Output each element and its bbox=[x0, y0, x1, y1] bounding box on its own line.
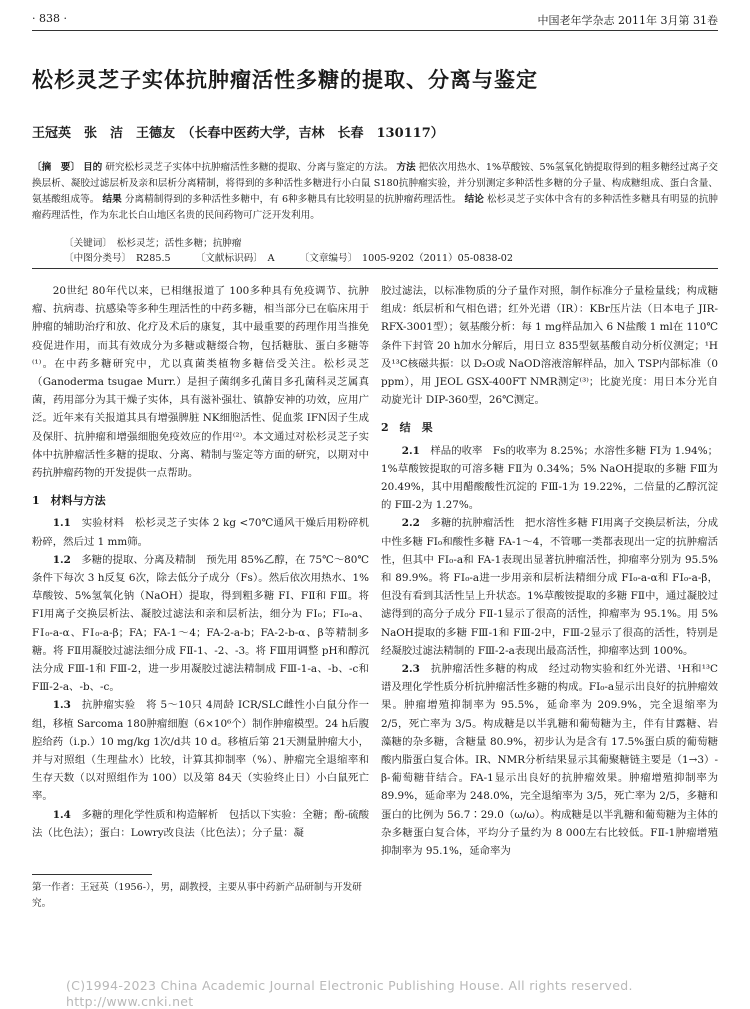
objective-text: 研究松杉灵芝子实体中抗肿瘤活性多糖的提取、分离与鉴定的方法。 bbox=[105, 162, 394, 173]
results-label: 结果 bbox=[102, 194, 122, 205]
author-line: 王冠英 张 洁 王德友 （长春中医药大学，吉林 长春 130117） bbox=[32, 126, 444, 141]
section-separator bbox=[32, 268, 718, 269]
clc-number: 〔中图分类号〕 R285.5 bbox=[64, 253, 171, 264]
paragraph-text: 多糖的抗肿瘤活性 把水溶性多糖 FⅠ用离子交换层析法，分成中性多糖 FⅠ₀和酸性多糖 FA-1～4，不管哪一类都表现出一定的抗肿瘤活性，但其中 FⅠ₀-a和 FA-1表现出显著抗肿瘤活性，抑瘤率分别为 95.5%和 89.9%。将 FⅠ₀-a进一步用亲和层析法精细分成 FⅠ₀-a-α和 FⅠ₀-a-β，但没有看到其活性呈上升状态。1%草酸铵提取的多糖 FⅡ中，通过凝胶过滤得到的高分子成分 FⅡ-1显示了很高的活性，抑瘤率为 95.1%。用 5% NaOH提取的多糖 FⅢ-1和 FⅢ-2中，FⅢ-2显示了很高的活性，特别是经凝胶过滤法精制的 FⅢ-2-a表现出最高活性，抑瘤率达到 100%。 bbox=[381, 517, 718, 657]
footnote-rule bbox=[32, 874, 152, 875]
conclusion-label: 结论 bbox=[464, 194, 484, 205]
paragraph-text: 多糖的提取、分离及精制 预先用 85%乙醇，在 75℃～80℃条件下每次 3 h反复 6次，除去低分子成分（Fs）。然后依次用热水、1%草酸铵、5%氢氧化钠（NaOH）提取，得到粗多糖 FⅠ、FⅡ和 FⅢ。将 FⅠ用离子交换层析法、凝胶过滤法和亲和层析法，细分为 FⅠ₀；FⅠ₀-a、FⅠ₀-a-α、FⅠ₀-a-β；FA；FA-1～4；FA-2-a-b；FA-2-b-α、β等精制多糖。将 FⅡ用凝胶过滤法细分成 FⅡ-1、-2、-3。将 FⅢ用调整 pH和醇沉法分成 FⅢ-1和 FⅢ-2，进一步用凝胶过滤法精制成 FⅢ-1-a、-b、-c和 FⅢ-2-a、-b、-c。 bbox=[32, 553, 370, 694]
left-column bbox=[32, 282, 369, 842]
classification-line bbox=[64, 250, 535, 264]
subsection-number: 1.1 bbox=[52, 517, 82, 530]
header-rule bbox=[32, 30, 718, 31]
document-code: 〔文献标识码〕 A bbox=[195, 253, 275, 264]
subsection-number: 2.1 bbox=[401, 444, 431, 457]
paragraph-text: 实验材料 松杉灵芝子实体 2 kg <70℃通风干燥后用粉碎机粉碎，然后过 1 mm筛。 bbox=[32, 517, 369, 548]
subsection-number: 2.3 bbox=[401, 663, 431, 676]
methods-label: 方法 bbox=[396, 162, 416, 173]
abstract bbox=[32, 160, 718, 224]
section-heading: 1 材料与方法 bbox=[32, 494, 106, 508]
conclusion-text: 松杉灵芝子实体中含有的多种活性多糖具有明显的抗肿瘤药理活性，作为东北长白山地区名贵的民间药物可广泛开发利用。 bbox=[32, 194, 719, 221]
right-column bbox=[381, 282, 718, 860]
body-paragraph: 胶过滤法，以标准物质的分子量作对照，制作标准分子量检量线；构成糖组成：纸层析和气相色谱；红外光谱（IR）：KBr压片法（日本电子 JIR-RFX-3001型）；氨基酸分析：每 1 mg样品加入 6 N盐酸 1 ml在 110℃条件下封管 20 h加水分解后，用日立 835型氨基酸自动分析仪测定；¹H及¹³C核磁共振：以 D₂O或 NaOD溶液溶解样品，加入 TSP内部标准（0 ppm），用 JEOL GSX-400FT NMR测定⁽³⁾；比旋光度：用日本分光自动旋光计 DIP-360型，26℃测定。 bbox=[381, 285, 718, 407]
subsection-number: 1.2 bbox=[52, 553, 82, 566]
copyright-watermark: (C)1994-2023 China Academic Journal Electronic Publishing House. All rights reserved. http://www.cnki.net bbox=[66, 978, 650, 1009]
journal-header: 中国老年学杂志 2011年 3月第 31卷 bbox=[537, 14, 718, 27]
paragraph-text: 多糖的理化学性质和构造解析 包括以下实验：全糖；酚-硫酸法（比色法）；蛋白：Lowry改良法（比色法）；分子量：凝 bbox=[32, 808, 370, 839]
subsection-number: 2.2 bbox=[401, 517, 431, 530]
body-paragraph bbox=[32, 696, 369, 805]
body-paragraph: 20世纪 80年代以来，已相继报道了 100多种具有免疫调节、抗肿瘤、抗病毒、抗感染等多种生理活性的中药多糖，相当部分已在临床用于肿瘤的辅助治疗和放、化疗及术后的康复，其中最重要的药理作用当推免疫促进作用，而其有效成分为多糖或糖缀合物，包括糖肽、蛋白多糖等⁽¹⁾。在中药多糖研究中，尤以真菌类植物多糖倍受关注。松杉灵芝（Ganoderma tsugae Murr.）是担子菌纲多孔菌目多孔菌科灵芝属真菌，药用部分为其干燥子实体，具有滋补强壮、镇静安神的功效，应用广泛。近年来有关报道其具有增强脾脏 NK细胞活性、促血浆 IFN因子生成及保肝、抗肿瘤和增强细胞免疫效应的作用⁽²⁾。本文通过对松杉灵芝子实体中抗肿瘤活性多糖的提取、分离、精制与鉴定等方面的研究，以期对中药抗肿瘤药物的开发提供一点帮助。 bbox=[32, 285, 369, 480]
body-paragraph bbox=[381, 514, 718, 660]
results-text: 分离精制得到的多种活性多糖中，有 6种多糖具有比较明显的抗肿瘤药理活性。 bbox=[124, 194, 462, 205]
methods-text: 把依次用热水、1%草酸铵、5%氢氧化钠提取得到的粗多糖经过离子交换层析、凝胶过滤层析及亲和层析分离精制，将得到的多种活性多糖进行小白鼠 S180抗肿瘤实验，并分别测定多种活性多糖的分子量、构成糖组成、蛋白含量、氨基酸组成等。 bbox=[32, 162, 718, 205]
article-number: 〔文章编号〕 1005-9202（2011）05-0838-02 bbox=[299, 253, 514, 264]
subsection-number: 1.3 bbox=[52, 699, 82, 712]
abstract-label: 〔摘 要〕 bbox=[32, 162, 81, 173]
subsection-number: 1.4 bbox=[52, 808, 82, 821]
objective-label: 目的 bbox=[83, 162, 103, 173]
body-paragraph bbox=[32, 551, 369, 697]
section-heading: 2 结 果 bbox=[381, 421, 433, 435]
body-paragraph bbox=[381, 660, 718, 860]
page-number: · 838 · bbox=[32, 12, 67, 25]
paragraph-text: 抗肿瘤实验 将 5～10只 4周龄 ICR/SLC雌性小白鼠分作一组，移植 Sarcoma 180肿瘤细胞（6×10⁶个）制作肿瘤模型。24 h后腹腔给药（i.p.）10 mg/kg 1次/d共 10 d。移植后第 21天测量肿瘤大小，并与对照组（生理盐水）比较，计算其抑制率（%）、肿瘤完全退缩率和生存天数（以对照组作为 100）以及第 84天（实验终止日）小白鼠死亡率。 bbox=[32, 699, 369, 803]
paragraph-text: 抗肿瘤活性多糖的构成 经过动物实验和红外光谱、¹H和¹³C谱及理化学性质分析抗肿瘤活性多糖的构成。FⅠ₀-a显示出良好的抗肿瘤效果。肿瘤增殖抑制率为 95.5%，延命率为 209.9%，完全退缩率为 2/5，死亡率为 3/5。构成糖是以半乳糖和葡萄糖为主，伴有甘露糖、岩藻糖的杂多糖，含糖量 80.9%，初步认为是含有 17.5%蛋白质的葡萄糖酸内脂蛋白复合体。IR、NMR分析结果显示其葡聚糖链主要是（1→3）-β-葡萄糖苷结合。FA-1显示出良好的抗肿瘤效果。肿瘤增殖抑制率为 89.9%，延命率为 248.0%，完全退缩率为 3/5，死亡率为 2/5，多糖和蛋白的比例为 56.7∶29.0（ω/ω）。构成糖是以半乳糖和葡萄糖为主体的杂多糖蛋白复合体，平均分子量约为 8 000左右比较低。FⅡ-1肿瘤增殖抑制率为 95.1%，延命率为 bbox=[381, 663, 718, 858]
keywords: 〔关键词〕 松杉灵芝；活性多糖；抗肿瘤 bbox=[64, 238, 242, 249]
article-title: 松杉灵芝子实体抗肿瘤活性多糖的提取、分离与鉴定 bbox=[32, 67, 538, 92]
paragraph-text: 样品的收率 Fs的收率为 8.25%；水溶性多糖 FⅠ为 1.94%；1%草酸铵提取的可溶多糖 FⅡ为 0.34%；5% NaOH提取的多糖 FⅢ为 20.49%，其中用醋酸酸性沉淀的 FⅢ-1为 19.22%，二倍量的乙醇沉淀的 FⅢ-2为 1.27%。 bbox=[381, 444, 719, 512]
body-paragraph bbox=[381, 442, 718, 515]
body-paragraph bbox=[32, 514, 369, 550]
body-paragraph bbox=[32, 806, 369, 842]
author-footnote: 第一作者：王冠英（1956-），男，副教授，主要从事中药新产品研制与开发研究。 bbox=[32, 882, 362, 909]
